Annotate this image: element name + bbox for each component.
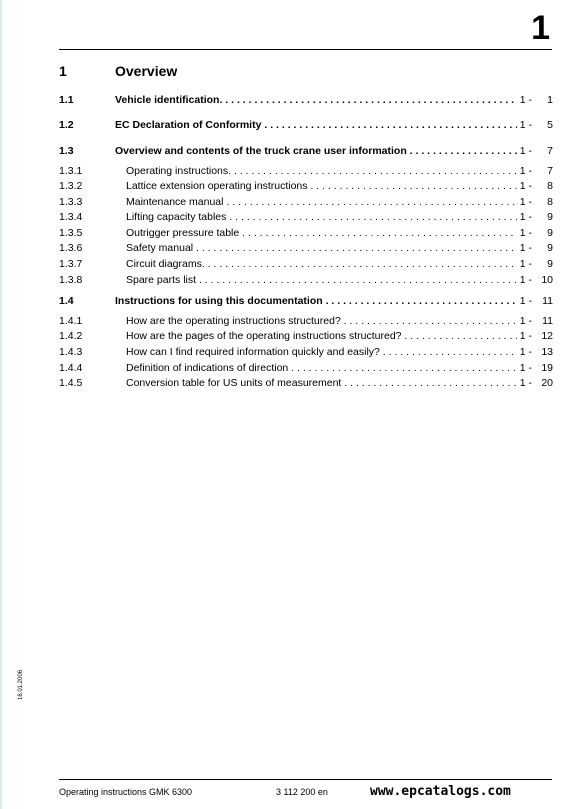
- toc-entry-page: 7: [547, 145, 553, 157]
- toc-entry-number: 1.3.3: [59, 196, 83, 208]
- toc-entry-title: Lattice extension operating instructions . . .: [126, 179, 517, 193]
- chapter-number: 1: [531, 9, 550, 47]
- toc-entry-page: 9: [547, 227, 553, 239]
- toc-entry-title: Instructions for using this documentation . . .: [115, 294, 517, 308]
- toc-entry-chapter: 1 -: [519, 330, 532, 342]
- toc-entry-title: Safety manual . . .: [126, 241, 517, 255]
- toc-entry-page: 9: [547, 258, 553, 270]
- side-date: 16.01.2006: [18, 669, 24, 700]
- toc-entry-title: How are the operating instructions structured? . . .: [126, 314, 517, 328]
- toc-entry-title: Operating instructions. . . .: [126, 164, 517, 178]
- toc-entry-number: 1.2: [59, 119, 74, 131]
- toc-entry-number: 1.4.4: [59, 362, 83, 374]
- toc-entry-chapter: 1 -: [519, 94, 532, 106]
- toc-entry-chapter: 1 -: [519, 274, 532, 286]
- chapter-heading-title: Overview: [115, 63, 178, 79]
- toc-entry-page: 9: [547, 242, 553, 254]
- toc-entry-page: 1: [547, 94, 553, 106]
- toc-entry-chapter: 1 -: [519, 242, 532, 254]
- toc-entry-page: 8: [547, 180, 553, 192]
- footer-rule: [59, 779, 552, 780]
- toc-entry-chapter: 1 -: [519, 119, 532, 131]
- toc-entry-title: EC Declaration of Conformity . . .: [115, 118, 517, 132]
- toc-entry-title: Lifting capacity tables . . .: [126, 210, 517, 224]
- toc-entry-title: How can I find required information quickly and easily? . . .: [126, 345, 517, 359]
- toc-entry-chapter: 1 -: [519, 346, 532, 358]
- toc-entry-page: 7: [547, 165, 553, 177]
- toc-entry-chapter: 1 -: [519, 315, 532, 327]
- toc-entry[interactable]: [59, 118, 553, 132]
- toc-entry-page: 10: [541, 274, 553, 286]
- toc-entry[interactable]: [59, 179, 553, 193]
- watermark: www.epcatalogs.com: [370, 784, 511, 799]
- toc-entry-number: 1.1: [59, 94, 74, 106]
- footer-doc-title: Operating instructions GMK 6300: [59, 787, 193, 797]
- toc-entry[interactable]: [59, 345, 553, 359]
- toc-entry-number: 1.3.6: [59, 242, 83, 254]
- toc-entry-title: How are the pages of the operating instructions structured? . . .: [126, 329, 517, 343]
- toc-entry-chapter: 1 -: [519, 295, 532, 307]
- toc-entry-number: 1.3.1: [59, 165, 83, 177]
- toc-entry-number: 1.4.5: [59, 377, 83, 389]
- toc-entry-number: 1.4.2: [59, 330, 83, 342]
- toc-entry-page: 5: [547, 119, 553, 131]
- toc-entry-title: Maintenance manual . . .: [126, 195, 517, 209]
- toc-entry-page: 20: [541, 377, 553, 389]
- toc-entry-title: Overview and contents of the truck crane user information . . .: [115, 144, 517, 158]
- toc-entry-title: Spare parts list . . .: [126, 273, 517, 287]
- toc-entry[interactable]: [59, 241, 553, 255]
- page-edge: [0, 0, 2, 809]
- toc-entry-page: 11: [542, 315, 553, 327]
- toc-entry-chapter: 1 -: [519, 180, 532, 192]
- toc-entry[interactable]: [59, 294, 553, 308]
- toc-entry-page: 19: [541, 362, 553, 374]
- toc-entry-title: Definition of indications of direction . . .: [126, 361, 517, 375]
- toc-entry[interactable]: [59, 273, 553, 287]
- toc-entry-page: 11: [542, 295, 553, 307]
- toc-entry-chapter: 1 -: [519, 165, 532, 177]
- toc-entry-chapter: 1 -: [519, 377, 532, 389]
- toc-entry[interactable]: [59, 361, 553, 375]
- toc-entry-title: Circuit diagrams. . . .: [126, 257, 517, 271]
- header-rule: [59, 49, 552, 50]
- toc-entry-number: 1.4.3: [59, 346, 83, 358]
- toc-entry-number: 1.3.8: [59, 274, 83, 286]
- toc-entry-page: 9: [547, 211, 553, 223]
- toc-entry-title: Conversion table for US units of measurement . . .: [126, 376, 517, 390]
- toc-entry-chapter: 1 -: [519, 227, 532, 239]
- toc-entry[interactable]: [59, 329, 553, 343]
- toc-entry-chapter: 1 -: [519, 145, 532, 157]
- toc-entry-number: 1.3.5: [59, 227, 83, 239]
- toc-entry[interactable]: [59, 144, 553, 158]
- toc-entry-page: 8: [547, 196, 553, 208]
- toc-entry[interactable]: [59, 164, 553, 178]
- toc-entry-title: Vehicle identification. . . .: [115, 93, 517, 107]
- toc-entry-number: 1.3.2: [59, 180, 83, 192]
- toc-entry-page: 12: [541, 330, 553, 342]
- toc-entry[interactable]: [59, 257, 553, 271]
- toc-entry-page: 13: [541, 346, 553, 358]
- toc-entry-chapter: 1 -: [519, 211, 532, 223]
- toc-entry-number: 1.3.7: [59, 258, 83, 270]
- toc-entry-chapter: 1 -: [519, 196, 532, 208]
- toc-entry-title: Outrigger pressure table . . .: [126, 226, 517, 240]
- footer-doc-number: 3 112 200 en: [276, 787, 328, 797]
- chapter-heading-number: 1: [59, 63, 67, 79]
- toc-entry-number: 1.4.1: [59, 315, 83, 327]
- toc-entry-number: 1.3.4: [59, 211, 83, 223]
- toc-entry-number: 1.3: [59, 145, 74, 157]
- toc-entry[interactable]: [59, 93, 553, 107]
- toc-entry[interactable]: [59, 376, 553, 390]
- toc-entry-chapter: 1 -: [519, 362, 532, 374]
- toc-entry[interactable]: [59, 195, 553, 209]
- toc-entry-number: 1.4: [59, 295, 74, 307]
- toc-entry[interactable]: [59, 314, 553, 328]
- toc-entry[interactable]: [59, 226, 553, 240]
- toc-entry-chapter: 1 -: [519, 258, 532, 270]
- toc-entry[interactable]: [59, 210, 553, 224]
